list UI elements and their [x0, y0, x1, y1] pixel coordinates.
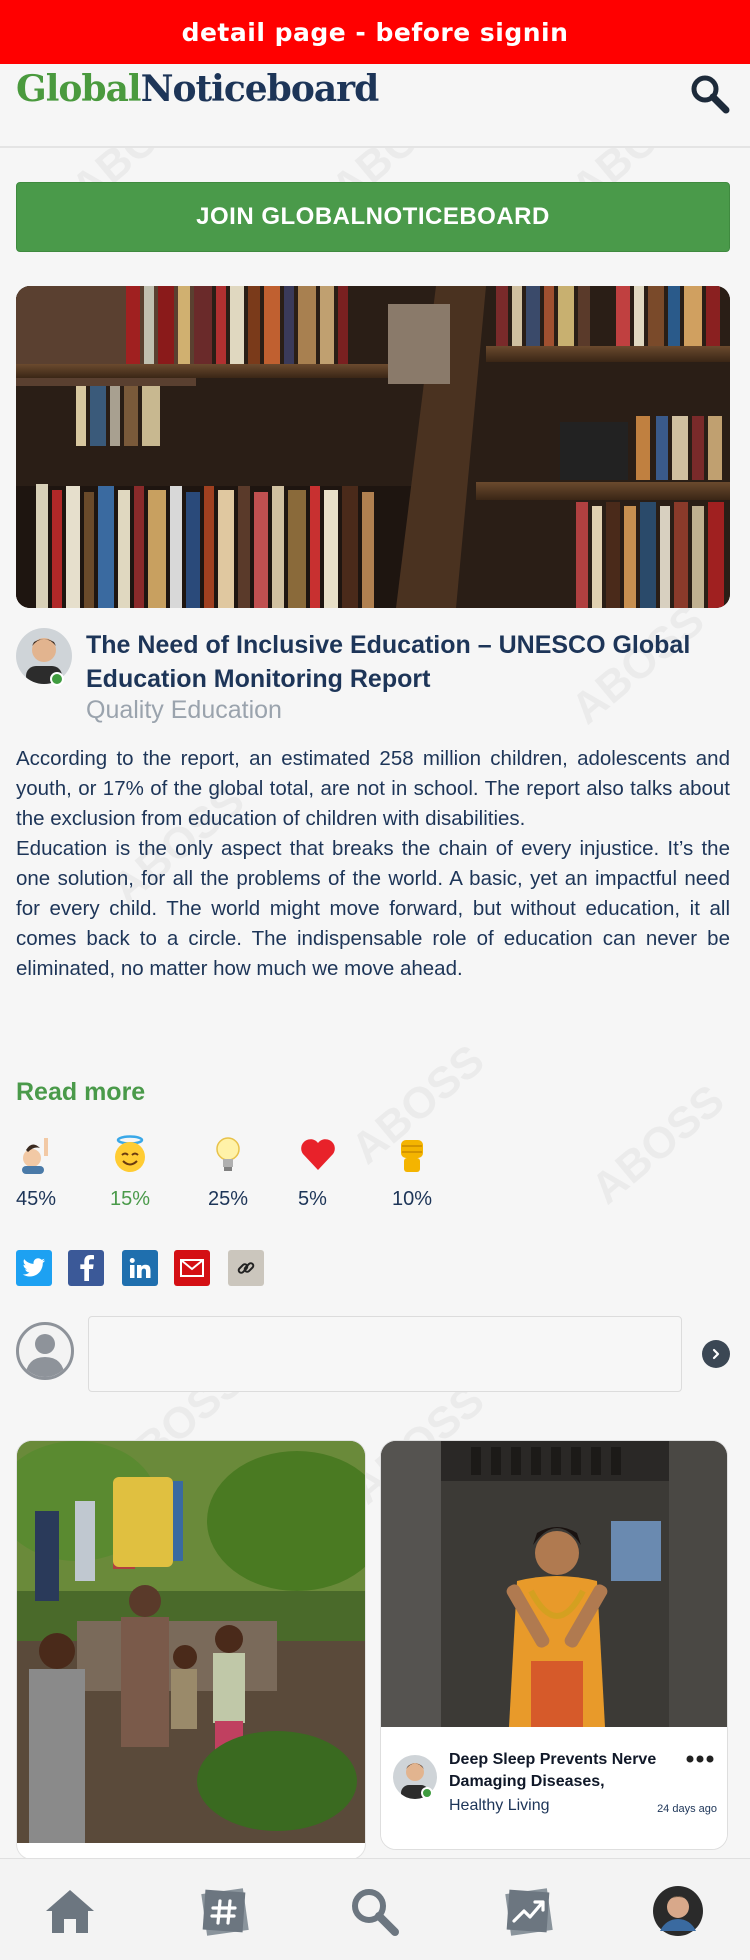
link-icon [236, 1258, 256, 1278]
facebook-share-button[interactable] [68, 1250, 104, 1286]
related-post-image [17, 1441, 366, 1843]
logo[interactable] [16, 68, 378, 110]
watermark [582, 1076, 734, 1215]
twitter-share-button[interactable] [16, 1250, 52, 1286]
reaction-percent: 15% [110, 1188, 151, 1210]
online-status-dot [50, 672, 64, 686]
linkedin-share-button[interactable] [122, 1250, 158, 1286]
related-post-card[interactable] [16, 1440, 366, 1860]
bottom-navigation [0, 1858, 750, 1960]
facebook-icon [76, 1255, 96, 1281]
reaction-percent: 5% [298, 1188, 327, 1210]
nav-trending[interactable] [500, 1883, 556, 1939]
email-icon [180, 1259, 204, 1277]
send-comment-button[interactable] [702, 1340, 730, 1368]
related-post-info [381, 1727, 727, 1850]
read-more-link[interactable]: Read more [16, 1078, 146, 1106]
logo-part-global: Global [16, 68, 141, 110]
related-post-category[interactable]: Healthy Living [449, 1797, 550, 1814]
header [0, 64, 750, 148]
logo-part-noticeboard: Noticeboard [140, 68, 379, 110]
twitter-icon [22, 1258, 46, 1278]
online-status-dot [421, 1787, 433, 1799]
chevron-right-icon [709, 1347, 723, 1361]
search-icon[interactable] [688, 72, 732, 116]
post-body [16, 744, 730, 984]
reaction-lightbulb[interactable] [208, 1134, 268, 1211]
post-title: The Need of Inclusive Education – UNESCO Global Education Monitoring Report [86, 631, 691, 693]
related-post-time: 24 days ago [657, 1803, 717, 1815]
lightbulb-icon [208, 1134, 248, 1174]
hashtag-icon [198, 1885, 250, 1937]
related-post-image [381, 1441, 728, 1727]
linkedin-icon [129, 1257, 151, 1279]
copy-link-button[interactable] [228, 1250, 264, 1286]
commenter-avatar [16, 1322, 74, 1380]
reaction-raised-fist[interactable] [392, 1134, 452, 1211]
nav-search[interactable] [346, 1883, 402, 1939]
post-category[interactable]: Quality Education [86, 696, 282, 724]
heart-icon [298, 1134, 338, 1174]
join-button[interactable]: JOIN GLOBALNOTICEBOARD [16, 182, 730, 252]
profile-avatar [652, 1885, 704, 1937]
related-post-card[interactable] [380, 1440, 728, 1850]
email-share-button[interactable] [174, 1250, 210, 1286]
nav-home[interactable] [42, 1883, 98, 1939]
nav-topics[interactable] [196, 1883, 252, 1939]
search-icon [347, 1884, 401, 1938]
raised-hand-icon [16, 1134, 56, 1174]
nav-profile[interactable] [650, 1883, 706, 1939]
reaction-angel-face[interactable] [110, 1134, 170, 1211]
related-post-title[interactable]: Deep Sleep Prevents Nerve Damaging Diseases, [449, 1751, 657, 1790]
reaction-percent: 10% [392, 1188, 433, 1210]
home-icon [43, 1887, 97, 1935]
author-avatar[interactable] [16, 628, 72, 684]
more-options-icon[interactable] [685, 1749, 715, 1759]
reaction-percent: 25% [208, 1188, 249, 1210]
post-hero-image [16, 286, 730, 608]
comment-input[interactable] [88, 1316, 682, 1392]
trending-icon [502, 1885, 554, 1937]
post-paragraph: According to the report, an estimated 258 million children, adolescents and youth, or 17% of the global total, are not in school. The report also talks about the exclusion from education of children with disabilities. [16, 747, 730, 830]
page-state-banner: detail page - before signin [0, 0, 750, 64]
reaction-percent: 45% [16, 1188, 57, 1210]
raised-fist-icon [392, 1134, 432, 1174]
post-paragraph: Education is the only aspect that breaks the chain of every injustice. It’s the one solution, for all the problems of the world. A basic, yet an impactful need for every child. The world might move forward, but without education, it all comes back to a circle. The indispensable role of education can never be eliminated, no matter how much we move ahead. [16, 837, 730, 980]
angel-face-icon [110, 1134, 150, 1174]
reaction-heart[interactable] [298, 1134, 358, 1211]
reaction-raised-hand[interactable] [16, 1134, 76, 1211]
